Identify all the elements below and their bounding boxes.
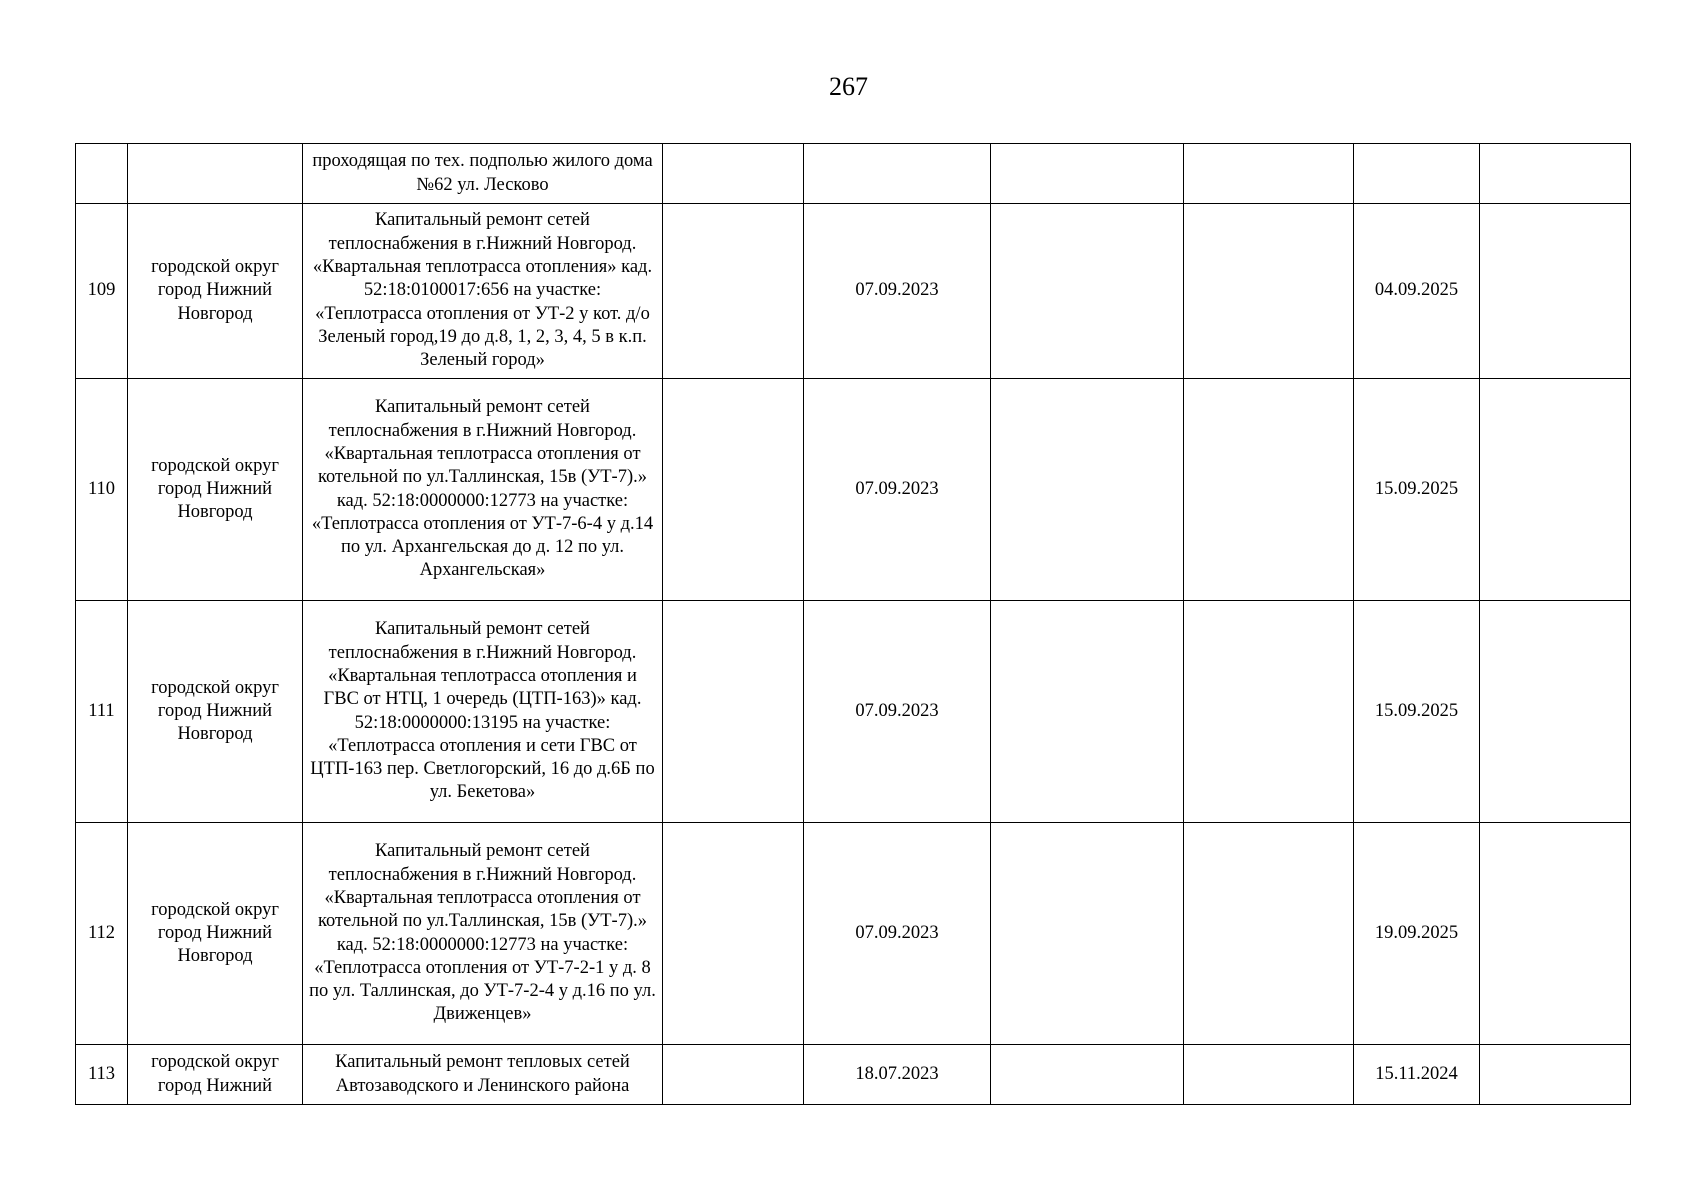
row-number: [76, 144, 128, 204]
end-date-cell: 15.11.2024: [1354, 1045, 1480, 1105]
table-cell: [991, 823, 1184, 1045]
table-row: [76, 601, 1631, 823]
object-name-cell: [303, 1045, 663, 1105]
start-date-cell: 07.09.2023: [804, 204, 991, 379]
table-row: [76, 1045, 1631, 1105]
table-cell: [1184, 601, 1354, 823]
table-cell: [1480, 204, 1631, 379]
row-number: 113: [76, 1045, 128, 1105]
end-date-cell: 19.09.2025: [1354, 823, 1480, 1045]
start-date-cell: 07.09.2023: [804, 379, 991, 601]
table-cell: [663, 1045, 804, 1105]
object-name-cell: проходящая по тех. подполью жилого дома №62 ул. Лесково: [303, 144, 663, 204]
municipality-cell: [128, 1045, 303, 1105]
municipality-cell: городской округ город Нижний Новгород: [128, 379, 303, 601]
row-number: 110: [76, 379, 128, 601]
table-cell: [1480, 601, 1631, 823]
start-date-cell: [804, 144, 991, 204]
table-cell: [1480, 1045, 1631, 1105]
end-date-cell: 04.09.2025: [1354, 204, 1480, 379]
page-number: 267: [829, 72, 868, 101]
table-cell: [663, 204, 804, 379]
start-date-cell: 07.09.2023: [804, 601, 991, 823]
table-cell: [991, 144, 1184, 204]
row-number: 112: [76, 823, 128, 1045]
row-number: 109: [76, 204, 128, 379]
municipality-text: городской округ город Нижний: [151, 1052, 279, 1096]
table-cell: [991, 1045, 1184, 1105]
end-date-cell: [1354, 144, 1480, 204]
start-date-cell: 18.07.2023: [804, 1045, 991, 1105]
table-cell: [663, 144, 804, 204]
municipality-cell: [128, 144, 303, 204]
start-date-cell: 07.09.2023: [804, 823, 991, 1045]
municipality-cell: городской округ город Нижний Новгород: [128, 204, 303, 379]
municipality-cell: городской округ город Нижний Новгород: [128, 823, 303, 1045]
object-name-cell: Капитальный ремонт сетей теплоснабжения в г.Нижний Новгород. «Квартальная теплотрасса отопления от котельной по ул.Таллинская, 15в (УТ-7).» кад. 52:18:0000000:12773 на участке: «Теплотрасса отопления от УТ-7-6-4 у д.14 по ул. Архангельская до д. 12 по ул. Архангельская»: [303, 379, 663, 601]
table-cell: [663, 601, 804, 823]
table-cell: [1184, 204, 1354, 379]
table-cell: [1184, 379, 1354, 601]
object-name-cell: Капитальный ремонт сетей теплоснабжения в г.Нижний Новгород. «Квартальная теплотрасса отопления» кад. 52:18:0100017:656 на участке: «Теплотрасса отопления от УТ-2 у кот. д/о Зеленый город,19 до д.8, 1, 2, 3, 4, 5 в к.п. Зеленый город»: [303, 204, 663, 379]
end-date-cell: 15.09.2025: [1354, 379, 1480, 601]
row-number: 111: [76, 601, 128, 823]
table-row: [76, 379, 1631, 601]
table-cell: [991, 379, 1184, 601]
table-cell: [991, 601, 1184, 823]
table-cell: [663, 379, 804, 601]
table-cell: [1480, 144, 1631, 204]
table-cell: [1184, 1045, 1354, 1105]
table-row: [76, 144, 1631, 204]
table-cell: [1480, 823, 1631, 1045]
works-table: [75, 143, 1631, 1105]
table-cell: [991, 204, 1184, 379]
table-row: [76, 823, 1631, 1045]
table-cell: [663, 823, 804, 1045]
object-name-cell: Капитальный ремонт сетей теплоснабжения в г.Нижний Новгород. «Квартальная теплотрасса отопления от котельной по ул.Таллинская, 15в (УТ-7).» кад. 52:18:0000000:12773 на участке: «Теплотрасса отопления от УТ-7-2-1 у д. 8 по ул. Таллинская, до УТ-7-2-4 у д.16 по ул. Движенцев»: [303, 823, 663, 1045]
end-date-cell: 15.09.2025: [1354, 601, 1480, 823]
table-cell: [1184, 823, 1354, 1045]
table-cell: [1480, 379, 1631, 601]
table-row: [76, 204, 1631, 379]
object-name-cell: Капитальный ремонт сетей теплоснабжения в г.Нижний Новгород. «Квартальная теплотрасса отопления и ГВС от НТЦ, 1 очередь (ЦТП-163)» кад. 52:18:0000000:13195 на участке: «Теплотрасса отопления и сети ГВС от ЦТП-163 пер. Светлогорский, 16 до д.6Б по ул. Бекетова»: [303, 601, 663, 823]
table-cell: [1184, 144, 1354, 204]
municipality-cell: городской округ город Нижний Новгород: [128, 601, 303, 823]
object-name-text: Капитальный ремонт тепловых сетей Автозаводского и Ленинского района: [335, 1052, 630, 1096]
